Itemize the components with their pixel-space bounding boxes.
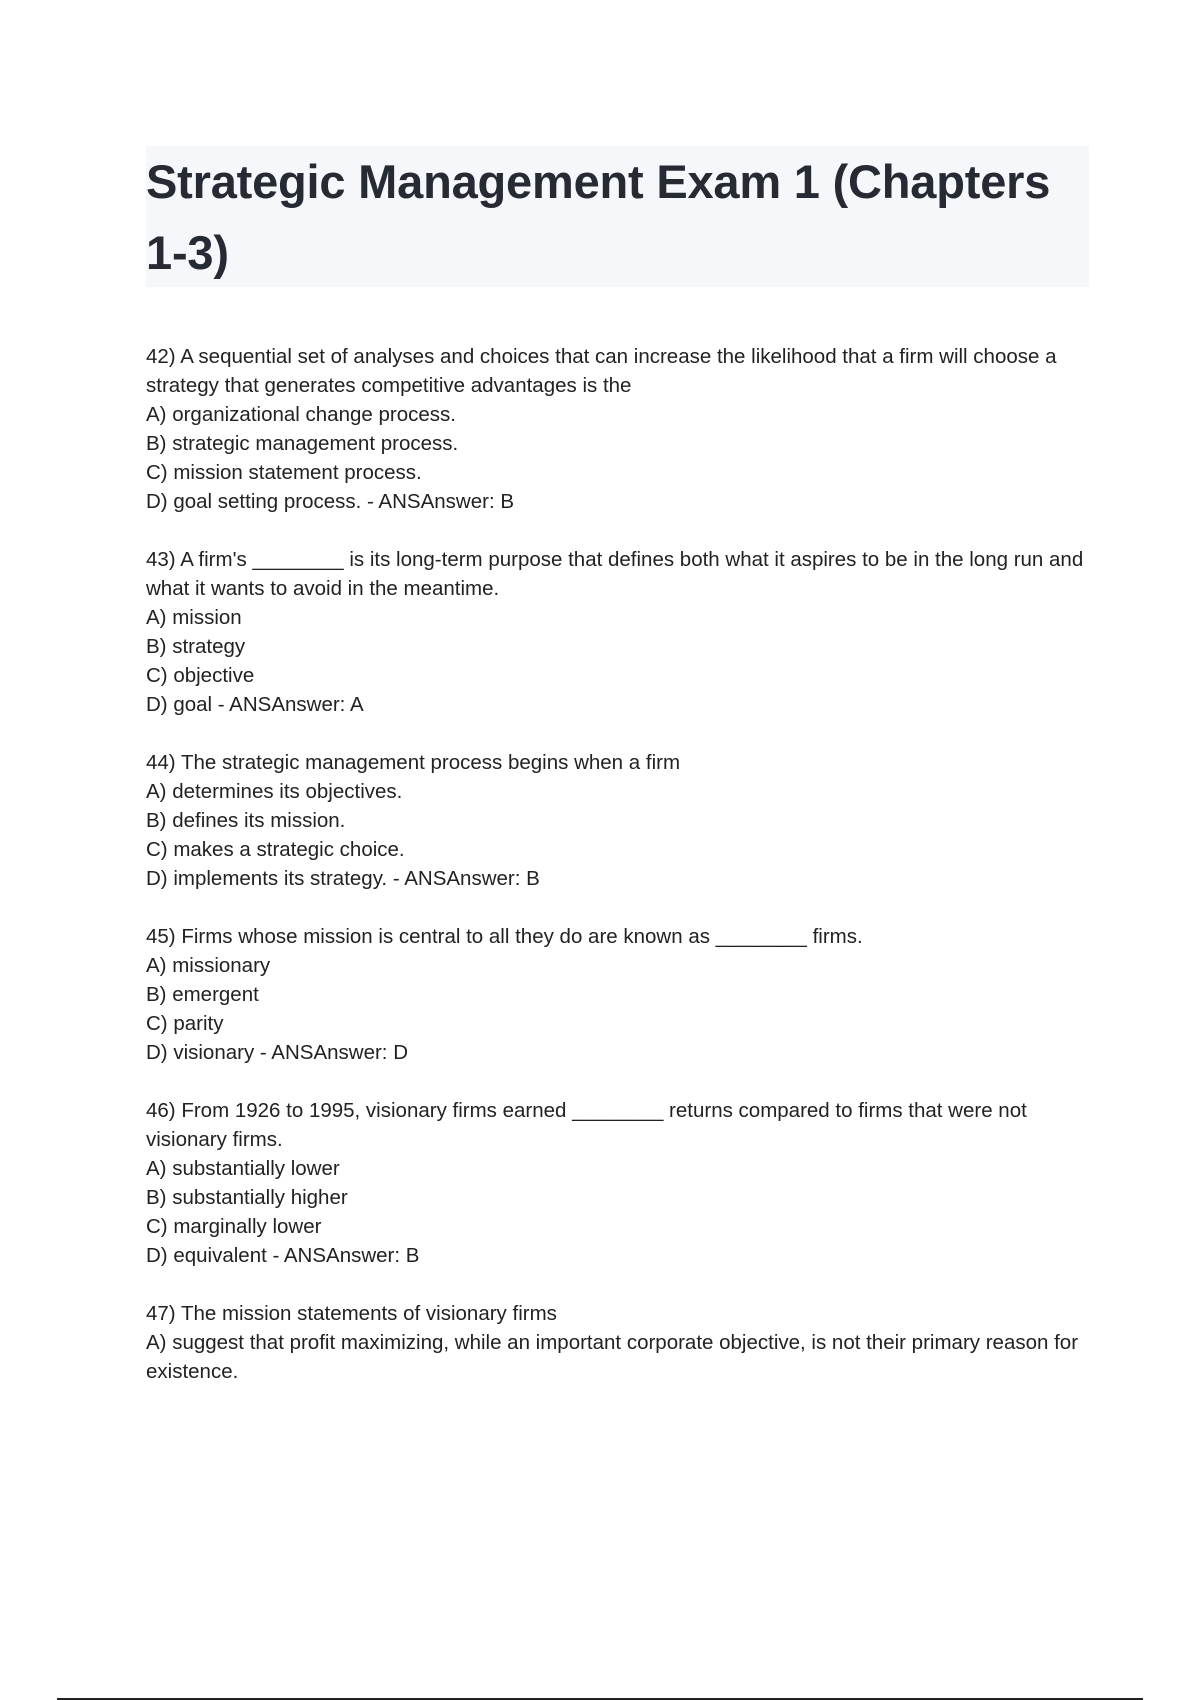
answer-option: D) goal setting process. - ANSAnswer: B [146, 490, 515, 513]
answer-option: A) determines its objectives. [146, 780, 403, 803]
question-stem: 44) The strategic management process begins when a firm [146, 751, 681, 774]
question-46 [146, 1096, 1091, 1270]
answer-option: A) substantially lower [146, 1157, 340, 1180]
answer-option: A) mission [146, 606, 242, 629]
question-list [146, 342, 1091, 1415]
answer-option: B) strategic management process. [146, 432, 459, 455]
answer-option: B) substantially higher [146, 1186, 348, 1209]
answer-option: A) suggest that profit maximizing, while an important corporate objective, is not their primary reason for existence. [146, 1331, 1079, 1383]
question-44 [146, 748, 1091, 893]
answer-option: D) visionary - ANSAnswer: D [146, 1041, 409, 1064]
answer-option: A) missionary [146, 954, 271, 977]
question-45 [146, 922, 1091, 1067]
question-43 [146, 545, 1091, 719]
answer-option: C) mission statement process. [146, 461, 422, 484]
question-stem: 47) The mission statements of visionary firms [146, 1302, 557, 1325]
question-stem: 42) A sequential set of analyses and choices that can increase the likelihood that a firm will choose a strategy that generates competitive advantages is the [146, 345, 1057, 397]
answer-option: C) parity [146, 1012, 224, 1035]
answer-option: D) implements its strategy. - ANSAnswer: B [146, 867, 540, 890]
question-stem: 45) Firms whose mission is central to all they do are known as ________ firms. [146, 925, 863, 948]
answer-option: B) defines its mission. [146, 809, 346, 832]
question-47 [146, 1299, 1091, 1386]
question-stem: 46) From 1926 to 1995, visionary firms earned ________ returns compared to firms that were not visionary firms. [146, 1099, 1027, 1151]
answer-option: C) objective [146, 664, 255, 687]
answer-option: B) emergent [146, 983, 259, 1006]
answer-option: C) marginally lower [146, 1215, 322, 1238]
answer-option: C) makes a strategic choice. [146, 838, 405, 861]
answer-option: D) goal - ANSAnswer: A [146, 693, 364, 716]
question-42 [146, 342, 1091, 516]
answer-option: A) organizational change process. [146, 403, 456, 426]
question-stem: 43) A firm's ________ is its long-term purpose that defines both what it aspires to be in the long run and what it wants to avoid in the meantime. [146, 548, 1084, 600]
document-title: Strategic Management Exam 1 (Chapters 1-3) [146, 155, 1051, 279]
answer-option: B) strategy [146, 635, 246, 658]
answer-option: D) equivalent - ANSAnswer: B [146, 1244, 420, 1267]
